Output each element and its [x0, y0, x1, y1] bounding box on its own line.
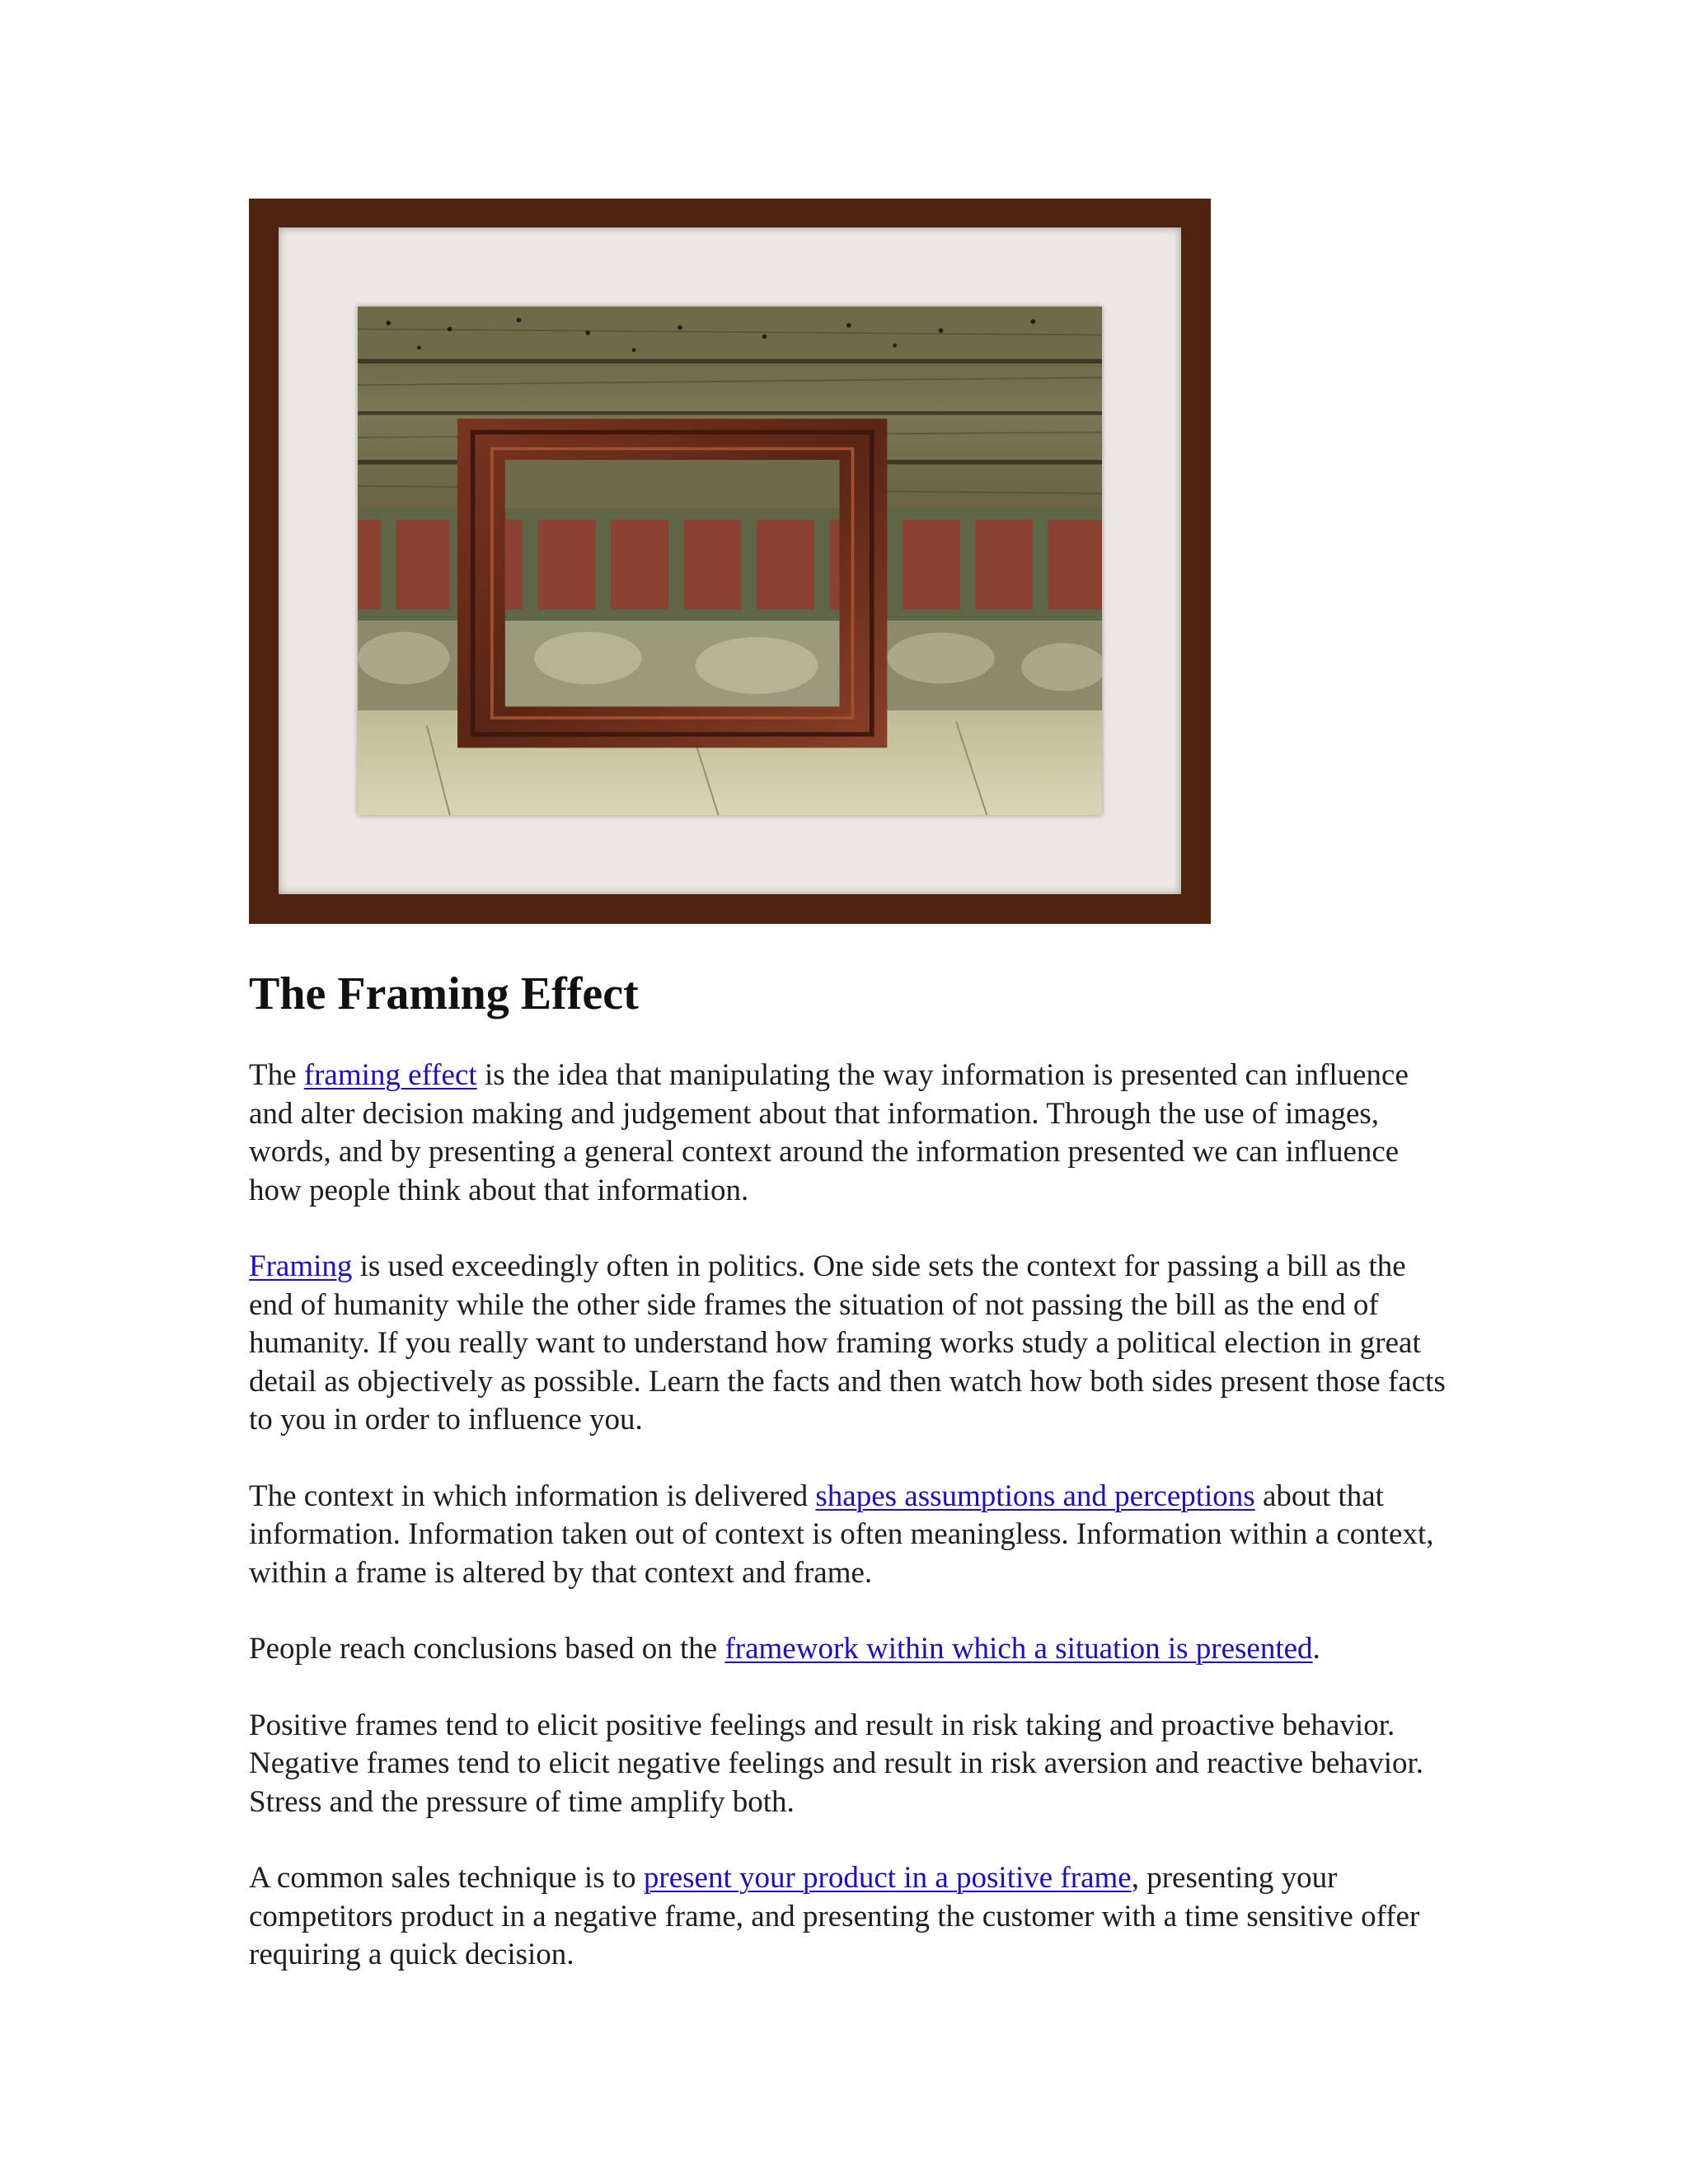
paragraph-5: Positive frames tend to elicit positive feelings and result in risk taking and proactive behavior. Negative frames tend to elicit negative feelings and result in risk aversion and reactive behavior. Stress and the pressure of time amplify both.	[249, 1708, 1424, 1819]
article-body	[249, 1057, 1452, 2013]
paragraph-2: Framing is used exceedingly often in politics. One side sets the context for passing a bill as the end of humanity while the other side frames the situation of not passing the bill as the end of humanity. If you really want to understand how framing works study a political election in great detail as objectively as possible. Learn the facts and then watch how both sides present those facts to you in order to influence you.	[249, 1249, 1446, 1436]
image-mat	[279, 227, 1181, 894]
paragraph-1: The framing effect is the idea that manipulating the way information is presented can influence and alter decision making and judgement about that information. Through the use of images, words, and by presenting a general context around the information presented we can influence how people think about that information.	[249, 1058, 1409, 1207]
photo	[358, 307, 1102, 815]
link-framing-effect[interactable]: framing effect	[303, 1058, 477, 1092]
article-image	[249, 199, 1211, 924]
link-framing[interactable]: Framing	[249, 1249, 353, 1283]
page-content	[249, 199, 1452, 1971]
paragraph-6: A common sales technique is to present your product in a positive frame, presenting your competitors product in a negative frame, and presenting the customer with a time sensitive offer requiring a quick decision.	[249, 1861, 1420, 1971]
link-framework-situation[interactable]: framework within which a situation is presented	[724, 1632, 1313, 1666]
paragraph-4: People reach conclusions based on the framework within which a situation is presented.	[249, 1632, 1320, 1666]
link-positive-frame[interactable]: present your product in a positive frame	[643, 1861, 1132, 1895]
photo-picture-frame-icon	[358, 307, 1102, 815]
paragraph-3: The context in which information is delivered shapes assumptions and perceptions about that information. Information taken out of context is often meaningless. Information within a context, within a frame is altered by that context and frame.	[249, 1479, 1434, 1590]
page-title: The Framing Effect	[249, 968, 639, 1019]
link-shapes-assumptions[interactable]: shapes assumptions and perceptions	[815, 1479, 1255, 1513]
